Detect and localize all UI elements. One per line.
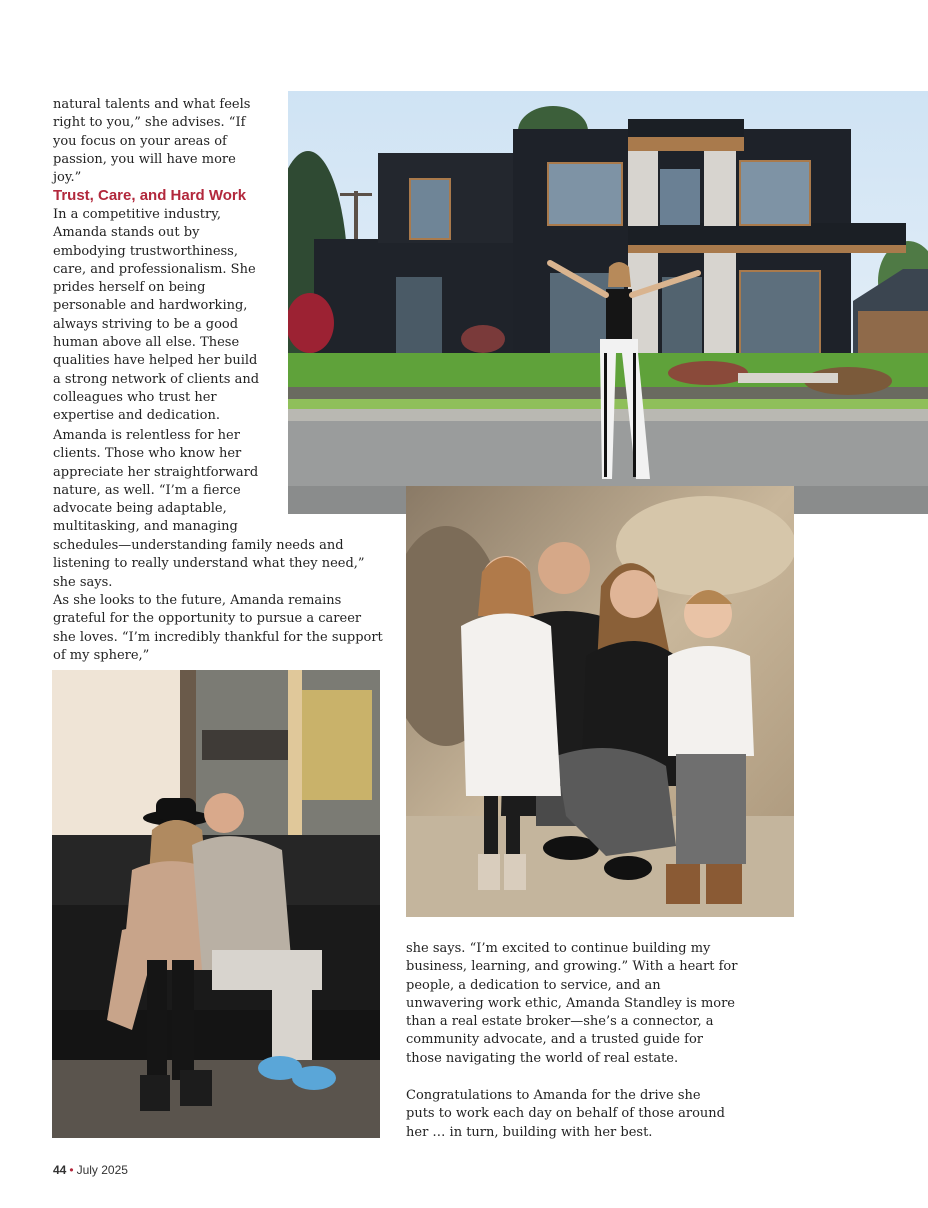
house-exterior-photo bbox=[288, 91, 928, 514]
intro-paragraph: natural talents and what feels right to you,” she advises. “If you focus on your areas of passion, you will have more joy.” bbox=[53, 97, 251, 186]
family-portrait-photo bbox=[406, 486, 794, 917]
footer-separator: • bbox=[69, 1163, 74, 1177]
section-heading: Trust, Care, and Hard Work bbox=[53, 187, 247, 204]
body-paragraph-1: In a competitive industry, Amanda stands out by embodying trustworthiness, care, and professionalism. She prides herself on being personable and hardworking, always striving to be a good human above all else. These qualities have helped her build a strong network of clients and colleagues who trust her expertise and dedication. bbox=[53, 207, 260, 424]
issue-date: July 2025 bbox=[76, 1163, 128, 1177]
couple-couch-photo bbox=[52, 670, 380, 1138]
couple-couch-illustration bbox=[52, 670, 380, 1138]
body-paragraph-3: As she looks to the future, Amanda remains grateful for the opportunity to pursue a career she loves. “I’m incredibly thankful for the support of my sphere,” bbox=[53, 593, 383, 663]
body-paragraph-2-end: schedules—understanding family needs and listening to really understand what they need,” she says. bbox=[53, 538, 365, 590]
page-footer bbox=[53, 1163, 128, 1177]
body-paragraph-2-start: Amanda is relentless for her clients. Those who know her appreciate her straightforward nature, as well. “I’m a fierce advocate being adaptable, multitasking, and managing bbox=[53, 428, 259, 535]
family-portrait-illustration bbox=[406, 486, 794, 917]
house-exterior-illustration bbox=[288, 91, 928, 514]
body-paragraph-4: she says. “I’m excited to continue building my business, learning, and growing.” With a heart for people, a dedication to service, and an unwavering work ethic, Amanda Standley is more than a real estate broker—she’s a connector, a community advocate, and a trusted guide for those navigating the world of real estate. bbox=[406, 941, 738, 1066]
page-number: 44 bbox=[53, 1163, 67, 1177]
body-paragraph-5: Congratulations to Amanda for the drive she puts to work each day on behalf of those around her … in turn, building with her best. bbox=[406, 1088, 725, 1140]
